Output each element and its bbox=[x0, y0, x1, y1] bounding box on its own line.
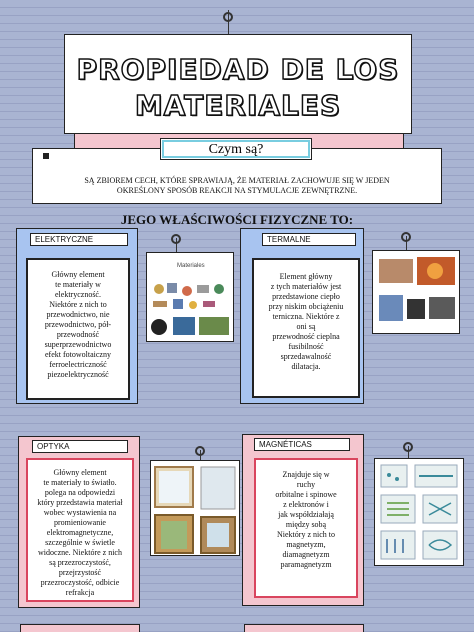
materials-image-caption: Materiales bbox=[177, 263, 205, 269]
magnetic-image bbox=[374, 458, 464, 566]
elektryczne-text: Główny element te materiały w elektryczność. Niektóre z nich to przewodnictwo, nie przewodnictwo, pół- przewodność superprzewodnictwo efekt fotowoltaiczny ferroelectriczność piezoelektryczność bbox=[44, 270, 112, 379]
optics-image-pin-ring bbox=[195, 446, 205, 456]
definition-text bbox=[36, 176, 438, 196]
magnetic-image-pin-ring bbox=[403, 442, 413, 452]
materials-image-pin-ring bbox=[171, 234, 181, 244]
optyka-text: Główny element te materiały to światło. polega na odpowiedzi który przedstawia materiał wobec wystawienia na promieniowanie elektromagnetyczne, szczególnie w świetle widoczne. Niektóre z nich są przezroczystość, przejrzystość przezroczystość, odbicie refrakcja bbox=[37, 468, 123, 597]
termalne-label: TERMALNE bbox=[262, 233, 356, 246]
magneticas-label: MAGNÉTICAS bbox=[254, 438, 350, 451]
optyka-label: OPTYKA bbox=[32, 440, 128, 453]
bottom-card-left-edge bbox=[20, 624, 140, 632]
materials-collage-icon bbox=[147, 253, 234, 342]
thermal-collage-icon bbox=[373, 251, 460, 334]
bottom-card-right-edge bbox=[244, 624, 364, 632]
materials-image bbox=[146, 252, 234, 342]
definition-label: Czym są? bbox=[160, 138, 312, 160]
magnetic-domains-icon bbox=[375, 459, 464, 566]
page-title-line-1: PROPIEDAD DE LOS bbox=[76, 53, 400, 86]
title-pin-ring bbox=[223, 12, 233, 22]
termalne-text: Element główny z tych materiałów jest przedstawione ciepło przy niskim obciążeniu terniczna. Niektóre z oni są przewodność cieplna fusibilność sprzedawalność dilatacja. bbox=[268, 272, 344, 371]
magneticas-text: Znajduje się w ruchy orbitalne i spinowe z elektronów i jak współdziałają między sobą Niektóry z nich to magnetyzm, diamagnetyzm paramagnetyzm bbox=[275, 470, 337, 569]
definition-text-line-1: SĄ ZBIOREM CECH, KTÓRE SPRAWIAJĄ, ŻE MATERIAŁ ZACHOWUJE SIĘ W JEDEN bbox=[84, 176, 390, 185]
thermal-image bbox=[372, 250, 460, 334]
definition-text-line-2: OKREŚLONY SPOSÓB REAKCJI NA STYMULACJE ZEWNĘTRZNE. bbox=[116, 186, 358, 195]
section-heading: JEGO WŁAŚCIWOŚCI FIZYCZNE TO: bbox=[120, 212, 354, 227]
elektryczne-label: ELEKTRYCZNE bbox=[30, 233, 128, 246]
page-title bbox=[64, 52, 412, 124]
optics-image bbox=[150, 460, 240, 556]
thermal-image-pin-ring bbox=[401, 232, 411, 242]
definition-corner-mark bbox=[43, 153, 49, 159]
window-icon bbox=[151, 461, 240, 556]
page-title-line-2: MATERIALES bbox=[134, 89, 342, 122]
